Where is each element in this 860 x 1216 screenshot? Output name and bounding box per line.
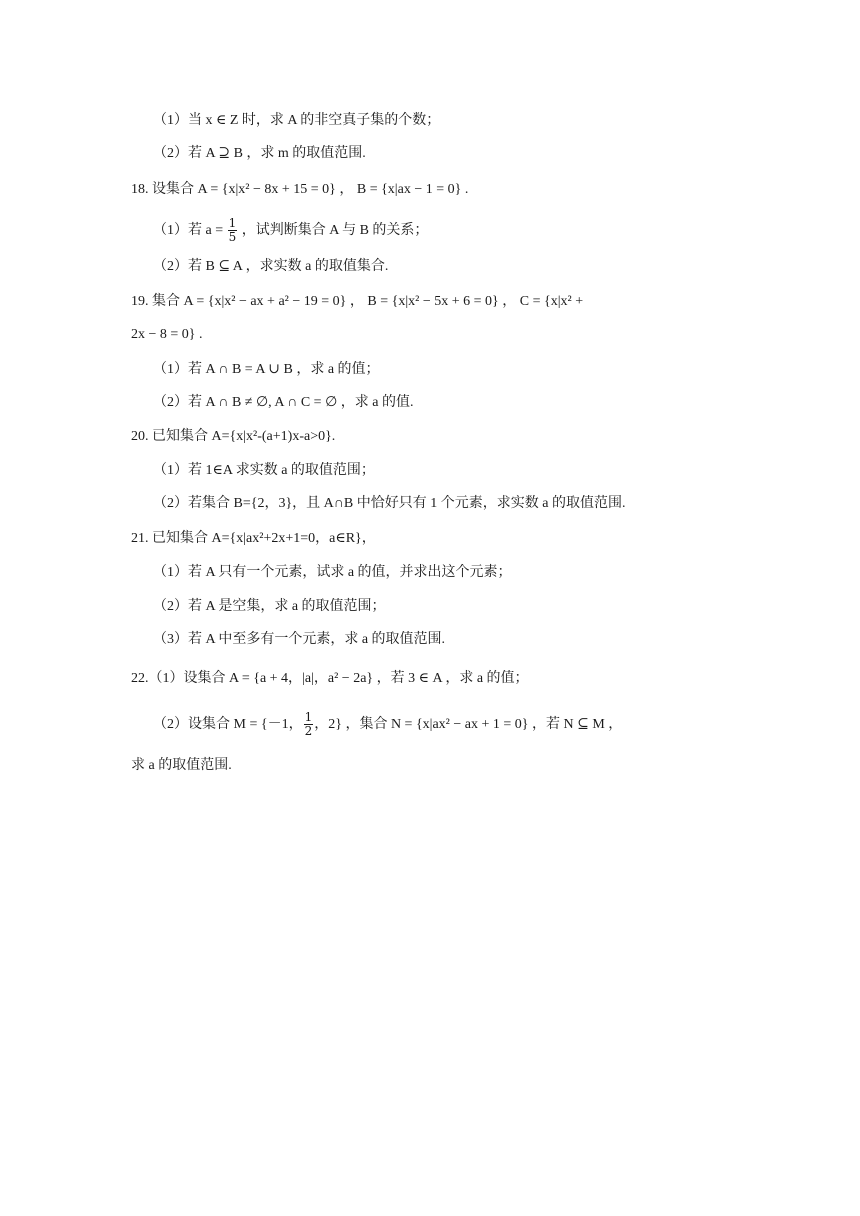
q22-part1: 22.（1）设集合 A = {a + 4，|a|，a² − 2a} ，若 3 ∈ A ，求 a 的值； (131, 671, 529, 686)
q19-part1: （1）若 A ∩ B = A ∪ B ，求 a 的值； (153, 362, 380, 377)
q22-part2-continuation: 求 a 的取值范围. (131, 758, 232, 773)
q20-stem: 20. 已知集合 A={x|x²-(a+1)x-a>0}. (131, 429, 336, 444)
q21-part1: （1）若 A 只有一个元素，试求 a 的值，并求出这个元素； (153, 565, 512, 580)
q20-part2: （2）若集合 B={2，3}，且 A∩B 中恰好只有 1 个元素，求实数 a 的取值范围. (153, 496, 626, 511)
q19-stem-line2: 2x − 8 = 0} . (131, 327, 203, 342)
fraction-one-fifth (228, 217, 238, 244)
fraction-numerator: 1 (228, 216, 237, 231)
q17-part1: （1）当 x ∈ Z 时，求 A 的非空真子集的个数； (153, 113, 441, 128)
q18-stem: 18. 设集合 A = {x|x² − 8x + 15 = 0} ， B = {x|ax − 1 = 0} . (131, 182, 469, 197)
q18-part1 (153, 216, 428, 246)
q21-part3: （3）若 A 中至多有一个元素，求 a 的取值范围. (153, 632, 446, 647)
q20-part1: （1）若 1∈A 求实数 a 的取值范围； (153, 463, 375, 478)
q18-part1-text-b: ，试判断集合 A 与 B 的关系； (238, 223, 429, 238)
q22-part2-text-a: （2）设集合 M = {－1， (153, 717, 303, 732)
q21-part2: （2）若 A 是空集，求 a 的取值范围； (153, 599, 386, 614)
fraction-denominator: 5 (228, 230, 237, 245)
q22-part2 (153, 710, 622, 740)
q18-part2: （2）若 B ⊆ A ，求实数 a 的取值集合. (153, 259, 389, 274)
fraction-numerator: 1 (304, 710, 313, 725)
q19-stem-line1: 19. 集合 A = {x|x² − ax + a² − 19 = 0} ， B = {x|x² − 5x + 6 = 0} ， C = {x|x² + (131, 294, 584, 309)
q17-part2: （2）若 A ⊇ B ，求 m 的取值范围. (153, 146, 366, 161)
q21-stem: 21. 已知集合 A={x|ax²+2x+1=0，a∈R}， (131, 531, 376, 546)
q22-part2-text-b: ，2} ，集合 N = {x|ax² − ax + 1 = 0} ，若 N ⊆ M ， (314, 717, 623, 732)
q18-part1-text-a: （1）若 a = (153, 223, 227, 238)
fraction-one-half (304, 711, 314, 738)
fraction-denominator: 2 (304, 724, 313, 739)
q19-part2: （2）若 A ∩ B ≠ ∅, A ∩ C = ∅ ，求 a 的值. (153, 395, 414, 410)
